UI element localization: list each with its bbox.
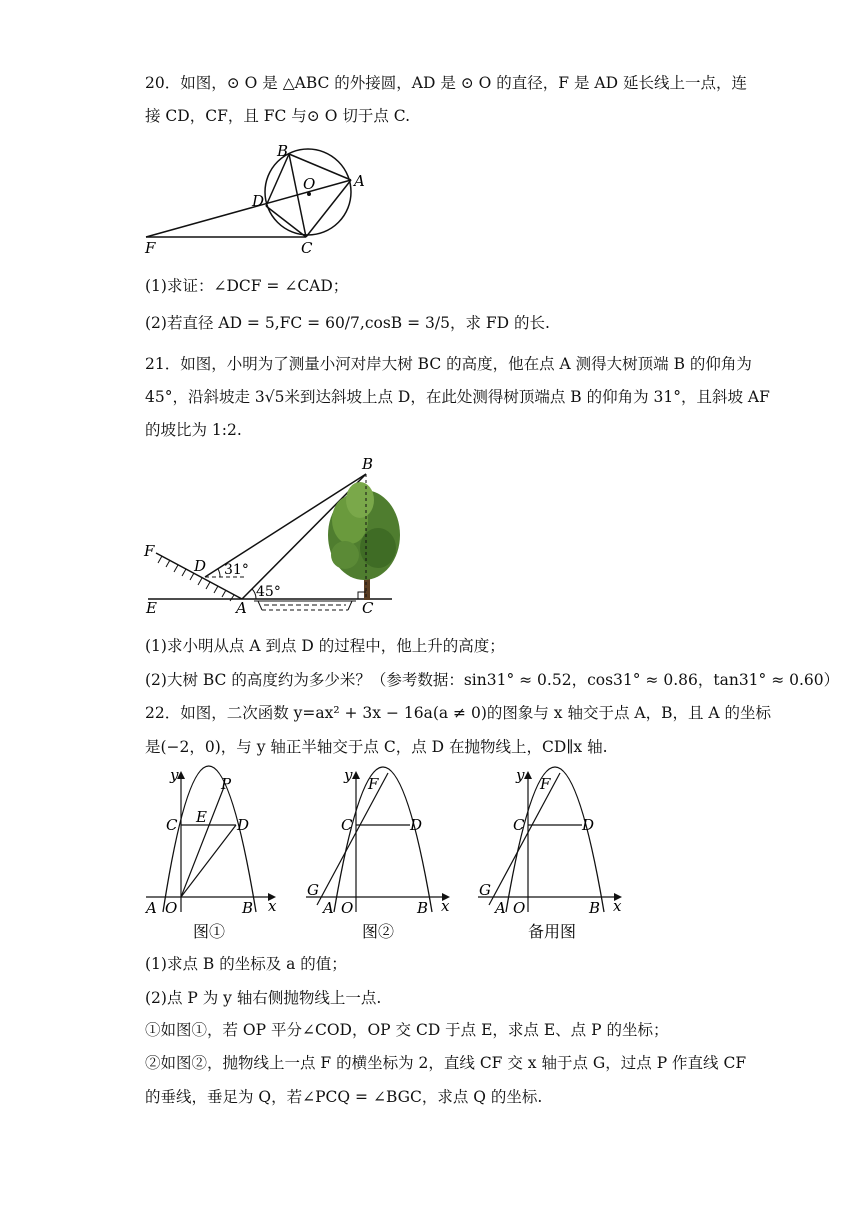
p22-q2b-line2: 的垂线，垂足为 Q，若∠PCQ = ∠BGC，求点 Q 的坐标. [145, 1088, 543, 1106]
label-B: B [362, 455, 374, 473]
fig3-F: F [540, 775, 551, 793]
fig3-D: D [582, 816, 595, 834]
line-OD [181, 825, 236, 897]
p20-q2: (2)若直径 AD = 5,FC = 60/7,cosB = 3/5，求 FD 的长. [145, 314, 550, 332]
line-BA [289, 154, 351, 180]
p21-line3: 的坡比为 1:2. [145, 421, 242, 439]
label-O: O [303, 175, 316, 193]
label-C: C [301, 239, 313, 257]
fig3-x: x [613, 897, 622, 915]
line-FA [146, 180, 351, 237]
label-31: 31° [224, 562, 249, 578]
p22-q2: (2)点 P 为 y 轴右侧抛物线上一点. [145, 989, 382, 1007]
label-45: 45° [256, 584, 281, 600]
p21-line1: 21．如图，小明为了测量小河对岸大树 BC 的高度，他在点 A 测得大树顶端 B 的仰角为 [145, 355, 752, 373]
fig3-caption: 备用图 [528, 922, 577, 941]
parabola [334, 767, 432, 912]
fig2-G: G [307, 881, 319, 899]
p21-q2: (2)大树 BC 的高度约为多少米？（参考数据：sin31° ≈ 0.52，cos31° ≈ 0.86，tan31° ≈ 0.60） [145, 671, 840, 689]
fig1-O: O [165, 899, 178, 917]
fig2-y: y [344, 766, 353, 784]
p22-figure-1 [140, 764, 290, 944]
fig1-x: x [268, 897, 277, 915]
p21-line2: 45°，沿斜坡走 3√5米到达斜坡上点 D，在此处测得树顶端点 B 的仰角为 31°，且斜坡 AF [145, 388, 770, 406]
fig3-G: G [479, 881, 491, 899]
parabola [506, 767, 604, 912]
p22-figure-2 [300, 764, 460, 944]
p22-q1: (1)求点 B 的坐标及 a 的值； [145, 955, 347, 973]
p20-circle-figure [140, 138, 380, 258]
label-B: B [277, 142, 289, 160]
label-D: D [194, 557, 207, 575]
fig3-y: y [516, 766, 525, 784]
fig3-O: O [513, 899, 526, 917]
line-OP [181, 787, 224, 897]
label-A: A [236, 599, 247, 617]
p21-q1: (1)求小明从点 A 到点 D 的过程中，他上升的高度； [145, 637, 505, 655]
fig3-C: C [513, 816, 525, 834]
p22-line1: 22．如图，二次函数 y=ax² + 3x − 16a(a ≠ 0)的图象与 x 轴交于点 A，B，且 A 的坐标 [145, 704, 772, 722]
p22-figure-3 [472, 764, 632, 944]
arc-31 [218, 569, 220, 577]
fig1-A: A [146, 899, 157, 917]
fig1-C: C [166, 816, 178, 834]
fig1-D: D [237, 816, 250, 834]
fig1-B: B [242, 899, 254, 917]
tree-image [328, 482, 400, 600]
line-BC [289, 154, 306, 237]
fig2-D: D [410, 816, 423, 834]
p21-tree-figure [140, 452, 400, 622]
p22-q2a: ①如图①，若 OP 平分∠COD，OP 交 CD 于点 E，求点 E、点 P 的坐标； [145, 1021, 669, 1039]
p20-line2: 接 CD，CF，且 FC 与⊙ O 切于点 C. [145, 107, 411, 125]
label-F: F [145, 239, 156, 257]
p22-line2: 是(−2，0)，与 y 轴正半轴交于点 C，点 D 在抛物线上，CD∥x 轴. [145, 738, 608, 756]
label-E: E [146, 599, 157, 617]
fig3-A: A [495, 899, 506, 917]
p20-q1: (1)求证：∠DCF = ∠CAD； [145, 277, 349, 295]
p20-line1: 20．如图，⊙ O 是 △ABC 的外接圆，AD 是 ⊙ O 的直径，F 是 AD 延长线上一点，连 [145, 74, 747, 92]
fig1-E: E [196, 808, 207, 826]
parabola [163, 766, 256, 912]
fig2-F: F [368, 775, 379, 793]
label-D: D [252, 192, 265, 210]
fig2-C: C [341, 816, 353, 834]
fig2-caption: 图② [362, 922, 395, 941]
label-C: C [362, 599, 374, 617]
fig2-A: A [323, 899, 334, 917]
fig1-P: P [221, 775, 232, 793]
p22-q2b-line1: ②如图②，抛物线上一点 F 的横坐标为 2，直线 CF 交 x 轴于点 G，过点 P 作直线 CF [145, 1054, 747, 1072]
fig1-caption: 图① [193, 922, 226, 941]
fig2-x: x [441, 897, 450, 915]
label-A: A [354, 172, 365, 190]
fig2-B: B [417, 899, 429, 917]
fig2-O: O [341, 899, 354, 917]
fig3-B: B [589, 899, 601, 917]
label-F: F [144, 542, 155, 560]
fig1-y: y [170, 766, 179, 784]
river [254, 601, 356, 610]
